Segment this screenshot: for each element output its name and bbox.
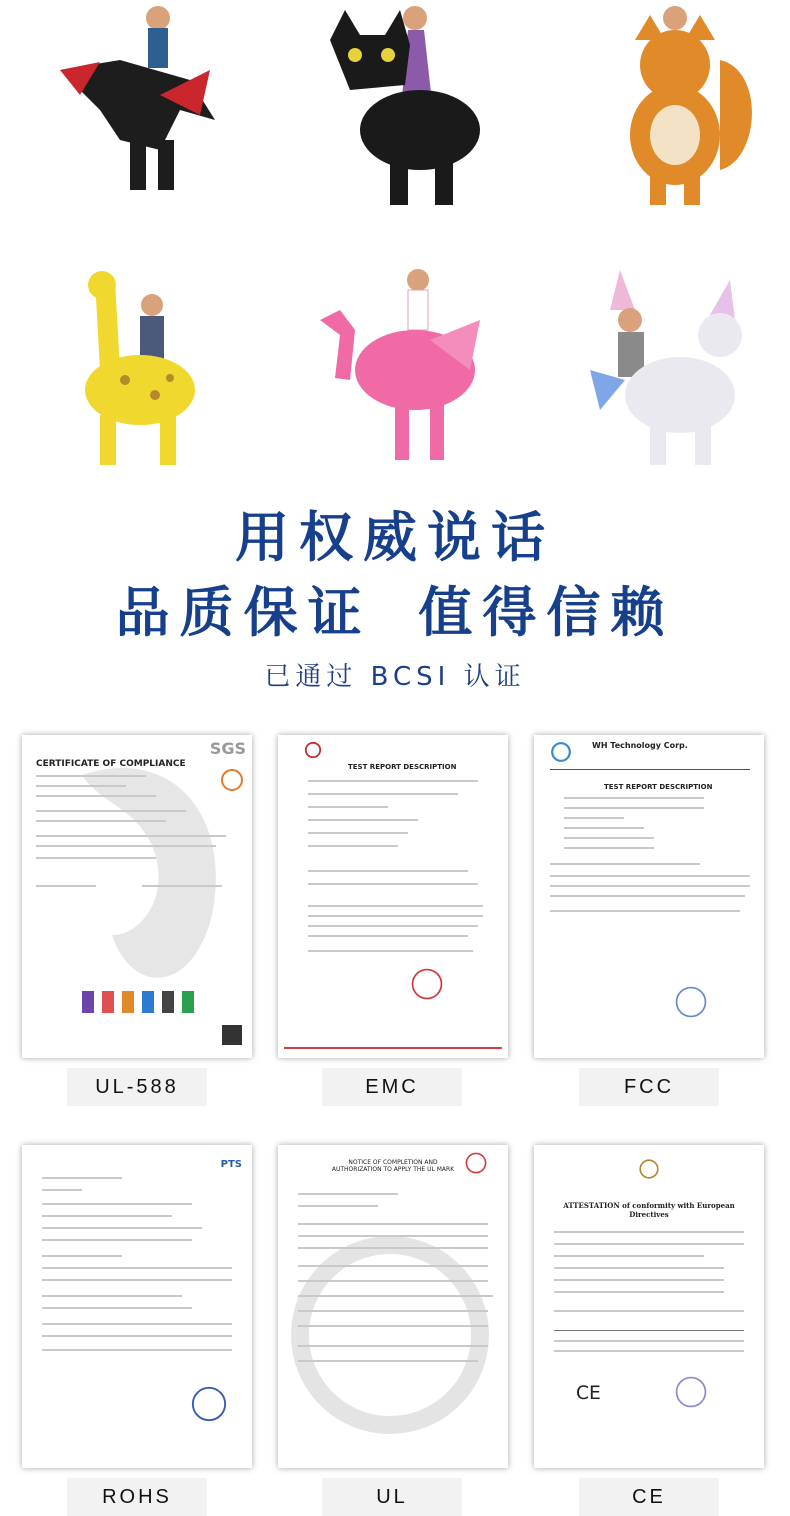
- certificate-fcc-title: TEST REPORT DESCRIPTION: [604, 783, 713, 791]
- certificate-rohs: [22, 1145, 252, 1468]
- certificate-label-ul588: UL-588: [67, 1068, 207, 1106]
- emc-logo-icon: [304, 741, 322, 759]
- black-cat-costume-icon: [310, 0, 500, 220]
- headline-line-1: 用权威说话: [235, 506, 555, 569]
- certificate-ul588: [22, 735, 252, 1058]
- ce-stamp-icon: [674, 1375, 708, 1409]
- certificate-rohs-brand: PTS: [220, 1159, 242, 1170]
- certificate-ce-title: ATTESTATION of conformity with European Directives: [563, 1201, 735, 1219]
- svg-text:CE: CE: [576, 1382, 601, 1403]
- fcc-stamp-icon: [674, 985, 708, 1019]
- certificate-label-fcc: FCC: [579, 1068, 719, 1106]
- rohs-stamp-icon: [190, 1385, 228, 1423]
- certificate-ul-title: NOTICE OF COMPLETION AND AUTHORIZATION TO APPLY THE UL MARK: [331, 1159, 455, 1173]
- flamingo-costume-icon: [310, 260, 500, 480]
- wh-technology-logo-icon: [550, 741, 572, 763]
- eagle-watermark-icon: [22, 735, 252, 1058]
- certificate-fcc: [534, 735, 764, 1058]
- certificate-emc: [278, 735, 508, 1058]
- costume-squirrel: [580, 0, 770, 220]
- dragon-costume-icon: [40, 0, 230, 220]
- certificate-ce: [534, 1145, 764, 1468]
- costume-giraffe: [40, 260, 230, 480]
- costume-unicorn: [580, 260, 770, 480]
- certificate-label-rohs: ROHS: [67, 1478, 207, 1516]
- ce-mark-icon: [576, 1381, 610, 1403]
- certificate-ul588-brand: SGS: [209, 739, 246, 758]
- ce-seal-icon: [637, 1157, 661, 1181]
- giraffe-costume-icon: [40, 260, 230, 480]
- costume-flamingo: [310, 260, 500, 480]
- costume-black-cat: [310, 0, 500, 220]
- headline-subtitle: 已通过 BCSI 认证: [264, 662, 526, 692]
- certificate-emc-title: TEST REPORT DESCRIPTION: [348, 763, 457, 771]
- certificate-label-ce: CE: [579, 1478, 719, 1516]
- unicorn-costume-icon: [580, 260, 770, 480]
- squirrel-costume-icon: [580, 0, 770, 220]
- certificate-ul588-title: CERTIFICATE OF COMPLIANCE: [36, 759, 186, 769]
- certificate-ul: [278, 1145, 508, 1468]
- costume-dragon: [40, 0, 230, 220]
- headline-line-2: 品质保证 值得信赖: [115, 581, 675, 644]
- emc-stamp-icon: [410, 967, 444, 1001]
- certificate-fcc-brand: WH Technology Corp.: [592, 741, 688, 750]
- certificate-label-ul: UL: [322, 1478, 462, 1516]
- certificate-label-emc: EMC: [322, 1068, 462, 1106]
